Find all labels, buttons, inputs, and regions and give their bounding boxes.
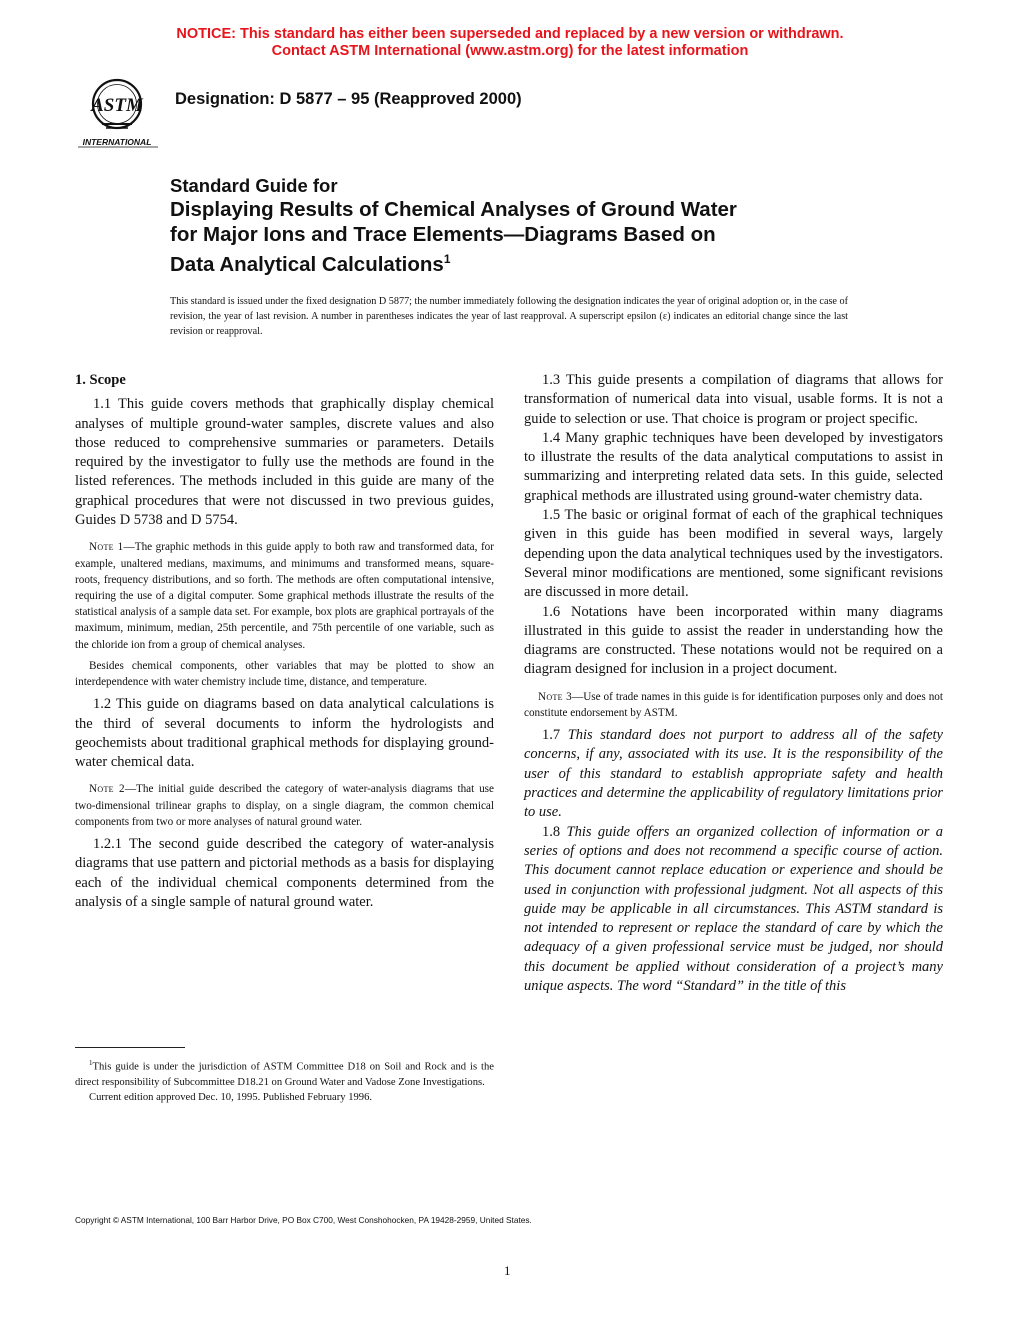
para-1-7-text: This standard does not purport to address all of the safety concerns, if any, associated with its use. It is the responsibility of the user of this standard to establish appropriate safety and health practices and determine the applicability of regulatory limitations prior to use. [524,727,943,821]
para-1-7 [524,726,943,822]
notice-banner [0,26,1020,60]
note-3 [524,689,943,721]
para-1-1: 1.1 This guide covers methods that graphically display chemical analyses of multiple ground-water samples, discrete values and also those reduced to comprehensive summaries or parameters. Details required by the investigator to fully use the methods are found in the listed references. The methods included in this guide are many of the graphical procedures that were not discussed in two previous guides, Guides D 5738 and D 5754. [75,396,494,529]
footnotes [75,1056,494,1106]
note-3-label: Note 3 [538,690,572,703]
para-1-8-number: 1.8 [542,823,561,840]
note-1 [75,539,494,652]
note-1-text: —The graphic methods in this guide apply to both raw and transformed data, for example, unaltered medians, maximums, and minimums and transformed means, square-roots, frequency distributions, and so forth. The methods are often computational intensive, requiring the use of a digital computer. Some graphical methods illustrate the results of the statistical analysis of a sample data set. For example, box plots are graphical portrayals of the maximum, minimum, median, 25th percentile, and 75th percentile of one variable, such as the chloride ion from a group of chemical analyses. [75,541,494,651]
title-line-2: for Major Ions and Trace Elements—Diagrams Based on [170,222,716,246]
page-number: 1 [504,1263,511,1278]
notice-line-1: NOTICE: This standard has either been superseded and replaced by a new version or withdrawn. [176,26,844,42]
para-1-2-1: 1.2.1 The second guide described the category of water-analysis diagrams that use pattern and pictorial methods as a basis for displaying each of the individual chemical components determined from the analysis of a single sample of natural ground water. [75,836,494,910]
para-1-7-number: 1.7 [542,727,561,744]
title-pre: Standard Guide for [170,175,338,196]
note-1-continued: Besides chemical components, other variables that may be plotted to show an interdependence with water chemistry include time, distance, and temperature. [75,659,494,688]
note-2-label: Note 2 [89,783,125,796]
footnote-divider [75,1047,185,1048]
note-2-text: —The initial guide described the category of water-analysis diagrams that use two-dimensional trilinear graphs to display, on a single diagram, the common chemical components from two or more analyses of natural ground water. [75,783,494,828]
note-2 [75,781,494,830]
title-footnote-mark[interactable]: 1 [443,252,451,266]
note-1-label: Note 1 [89,541,124,554]
para-1-5: 1.5 The basic or original format of each of the graphical techniques given in this guide has been modified in several ways, largely depending upon the data analytical techniques used by the investigators. Several minor modifications are mentioned, some significant revisions are discussed in more detail. [524,507,943,601]
designation: Designation: D 5877 – 95 (Reapproved 2000) [175,90,522,108]
note-3-text: —Use of trade names in this guide is for identification purposes only and does not constitute endorsement by ASTM. [524,690,943,719]
notice-line-2: Contact ASTM International (www.astm.org) for the latest information [271,43,749,59]
title-line-3: Data Analytical Calculations [170,252,444,276]
footnote-2: Current edition approved Dec. 10, 1995. Published February 1996. [89,1092,373,1104]
copyright-line: Copyright © ASTM International, 100 Barr Harbor Drive, PO Box C700, West Conshohocken, PA 19428-2959, United States. [75,1215,532,1225]
para-1-8 [524,823,943,997]
title-line-1: Displaying Results of Chemical Analyses of Ground Water [170,198,737,221]
para-1-6: 1.6 Notations have been incorporated within many diagrams illustrated in this guide to assist the reader in understanding how the diagrams are constructed. These notations would not be required on a diagram designed for inclusion in a project document. [524,603,943,678]
section-heading-scope: 1. Scope [75,372,126,388]
para-1-8-text: This guide offers an organized collection of information or a series of options and does not recommend a specific course of action. This document cannot replace education or experience and should be used in conjunction with professional judgment. Not all aspects of this guide may be applicable in all circumstances. This ASTM standard is not intended to represent or replace the standard of care by which the adequacy of a given professional service must be judged, nor should this document be applied without consideration of a project’s many unique aspects. The word “Standard” in the title of this [524,823,944,995]
logo-brand-text: ASTM [91,95,143,116]
issuance-statement: This standard is issued under the fixed designation D 5877; the number immediately following the designation indicates the year of original adoption or, in the case of revision, the year of last revision. A number in parentheses indicates the year of last reapproval. A superscript epsilon (ε) indicates an editorial change since the last revision or reapproval. [170,296,848,337]
astm-logo [74,76,164,150]
para-1-4: 1.4 Many graphic techniques have been developed by investigators to illustrate the results of the data analytical computations to assist in summarizing and interpreting related data sets. In this guide, selected graphical methods are illustrated using ground-water chemistry data. [524,429,943,504]
footnote-1-text: This guide is under the jurisdiction of ASTM Committee D18 on Soil and Rock and is the direct responsibility of Subcommittee D18.21 on Ground Water and Vadose Zone Investigations. [75,1061,494,1088]
footnote-1 [75,1056,494,1090]
document-title [170,174,870,277]
para-1-2: 1.2 This guide on diagrams based on data analytical calculations is the third of several documents to inform the hydrologists and geochemists about traditional graphical methods for displaying ground-water chemical data. [75,696,494,771]
para-1-3: 1.3 This guide presents a compilation of diagrams that allows for transformation of numerical data into visual, usable forms. It is not a guide to selection or use. That choice is program or project specific. [524,372,943,427]
left-column [75,371,494,912]
footnote-1-mark: 1 [89,1059,93,1067]
right-column [524,371,943,996]
logo-sub-text: INTERNATIONAL [82,137,152,147]
